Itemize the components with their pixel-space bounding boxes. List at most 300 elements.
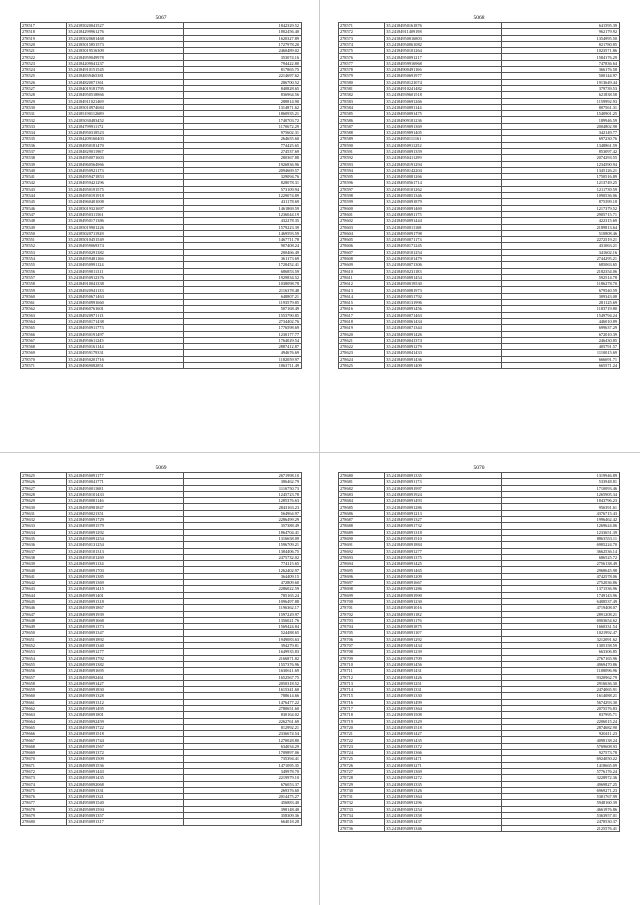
coordinate-cell: 35.24184950091722	[67, 724, 184, 730]
amount-cell: 1843796.23	[502, 498, 620, 504]
row-id-cell: 278668	[21, 743, 67, 749]
amount-cell: 1749143.96	[502, 592, 620, 598]
amount-cell: 2780651.60	[184, 705, 302, 711]
row-id-cell: 278711	[339, 668, 385, 674]
row-id-cell: 278543	[21, 186, 67, 192]
row-id-cell: 278699	[339, 592, 385, 598]
coordinate-cell: 35.24184950091709	[385, 655, 502, 661]
amount-cell: 1549794.24	[502, 312, 620, 318]
amount-cell: 500144.97	[502, 73, 620, 79]
coordinate-cell: 35.24184839465381	[67, 73, 184, 79]
amount-cell: 2891208.21	[502, 611, 620, 617]
coordinate-cell: 35.24184950691266	[385, 98, 502, 104]
amount-cell: 1183719.80	[502, 306, 620, 312]
row-id-cell: 278572	[339, 29, 385, 35]
coordinate-cell: 35.24184950011681	[67, 485, 184, 491]
row-id-cell: 278549	[21, 224, 67, 230]
amount-cell: 4742578.06	[502, 573, 620, 579]
amount-cell: 472809.60	[184, 580, 302, 586]
amount-cell: 507168.49	[184, 306, 302, 312]
row-id-cell: 278542	[21, 180, 67, 186]
amount-cell: 679540.59	[502, 287, 620, 293]
row-id-cell: 278548	[21, 218, 67, 224]
row-id-cell: 278713	[339, 680, 385, 686]
amount-cell: 4969827.25	[502, 781, 620, 787]
row-id-cell: 278647	[21, 611, 67, 617]
coordinate-cell: 35.24184950091454	[385, 274, 502, 280]
row-id-cell: 278561	[21, 300, 67, 306]
amount-cell: 189946.59	[502, 117, 620, 123]
amount-cell: 405791.57	[502, 344, 620, 350]
amount-cell: 686853.59	[184, 268, 302, 274]
amount-cell: 2752036.86	[502, 580, 620, 586]
amount-cell: 510808.46	[502, 230, 620, 236]
row-id-cell: 278550	[21, 230, 67, 236]
amount-cell: 1090536.06	[502, 193, 620, 199]
coordinate-cell: 35.24184950091359	[385, 148, 502, 154]
amount-cell: 2214697.62	[184, 73, 302, 79]
row-id-cell: 278682	[339, 485, 385, 491]
row-id-cell: 278634	[21, 529, 67, 535]
coordinate-cell: 35.24184950091251	[385, 680, 502, 686]
coordinate-cell: 35.24184950091329	[385, 718, 502, 724]
coordinate-cell: 35.24184950091272	[385, 775, 502, 781]
coordinate-cell: 35.24184950091431	[385, 668, 502, 674]
coordinate-cell: 35.24184950091434	[385, 643, 502, 649]
row-id-cell: 278622	[339, 344, 385, 350]
coordinate-cell: 35.24184950091435	[385, 737, 502, 743]
coordinate-cell: 35.24185015851573	[67, 41, 184, 47]
amount-cell: 533948.81	[502, 479, 620, 485]
row-id-cell: 278658	[21, 680, 67, 686]
coordinate-cell: 35.24184959421296	[67, 180, 184, 186]
row-id-cell: 278615	[339, 300, 385, 306]
coordinate-cell: 35.24184950041433	[385, 350, 502, 356]
row-id-cell: 278736	[339, 825, 385, 831]
coordinate-cell: 35.24184950091668	[67, 617, 184, 623]
table-row	[339, 825, 620, 831]
row-id-cell: 278619	[339, 325, 385, 331]
amount-cell: 920411.23	[502, 731, 620, 737]
coordinate-cell: 35.24184950071603	[67, 155, 184, 161]
coordinate-cell: 35.24184820071361	[67, 79, 184, 85]
row-id-cell: 278585	[339, 111, 385, 117]
amount-cell: 1229074.89	[184, 193, 302, 199]
coordinate-cell: 35.24184950091375	[385, 554, 502, 560]
row-id-cell: 278662	[21, 705, 67, 711]
amount-cell: 1727978.20	[184, 41, 302, 47]
coordinate-cell: 35.24184950091475	[385, 111, 502, 117]
row-id-cell: 278671	[21, 762, 67, 768]
amount-cell: 5674293.30	[502, 699, 620, 705]
amount-cell: 1269624.06	[502, 523, 620, 529]
coordinate-cell: 35.24184950091326	[385, 787, 502, 793]
amount-cell: 1913649.44	[502, 79, 620, 85]
amount-cell: 1236044.19	[184, 211, 302, 217]
row-id-cell: 278631	[21, 510, 67, 516]
row-id-cell: 278667	[21, 737, 67, 743]
coordinate-cell: 35.24184959091369	[385, 123, 502, 129]
amount-cell: 1233651.39	[502, 529, 620, 535]
amount-cell: 641595.39	[502, 23, 620, 29]
amount-cell: 6969271.23	[502, 787, 620, 793]
amount-cell: 280367.88	[184, 155, 302, 161]
coordinate-cell: 35.24184950092068	[67, 781, 184, 787]
coordinate-cell: 35.24184950091176	[385, 617, 502, 623]
row-id-cell: 278624	[339, 356, 385, 362]
coordinate-cell: 35.24184950101479	[385, 255, 502, 261]
row-id-cell: 278578	[339, 67, 385, 73]
amount-cell: 1265905.34	[502, 491, 620, 497]
row-id-cell: 278600	[339, 205, 385, 211]
coordinate-cell: 35.24184950091286	[385, 586, 502, 592]
row-id-cell: 278568	[21, 344, 67, 350]
row-id-cell: 278591	[339, 148, 385, 154]
amount-cell: 1710093.46	[502, 485, 620, 491]
amount-cell: 2843163.23	[184, 504, 302, 510]
row-id-cell: 278574	[339, 41, 385, 47]
row-id-cell: 278648	[21, 617, 67, 623]
row-id-cell: 278556	[21, 268, 67, 274]
row-id-cell: 278684	[339, 498, 385, 504]
coordinate-cell: 35.24184950091382	[67, 661, 184, 667]
amount-cell: 697230.76	[502, 136, 620, 142]
amount-cell: 699637.29	[502, 325, 620, 331]
coordinate-cell: 35.24184960761601	[67, 306, 184, 312]
coordinate-cell: 35.24184950091426	[385, 674, 502, 680]
row-id-cell: 278630	[21, 504, 67, 510]
coordinate-cell: 35.24184950091296	[385, 800, 502, 806]
amount-cell: 2286499.29	[184, 517, 302, 523]
row-id-cell: 278559	[21, 287, 67, 293]
coordinate-cell: 35.24184950041374	[385, 337, 502, 343]
coordinate-cell: 35.24184950071463	[385, 312, 502, 318]
amount-cell: 1596709.21	[184, 542, 302, 548]
horizontal-page-divider	[0, 452, 640, 453]
coordinate-cell: 35.24185020041527	[67, 23, 184, 29]
coordinate-cell: 35.24184950091997	[385, 485, 502, 491]
amount-cell: 5381767.99	[502, 794, 620, 800]
coordinate-cell: 35.24185030483452	[67, 117, 184, 123]
amount-cell: 735394.41	[184, 756, 302, 762]
row-id-cell: 278686	[339, 510, 385, 516]
amount-cell: 342149.77	[502, 130, 620, 136]
coordinate-cell: 35.24184950091107	[385, 630, 502, 636]
coordinate-cell: 35.24184950091209	[385, 573, 502, 579]
amount-cell: 1579223.39	[184, 224, 302, 230]
coordinate-cell: 35.24184950121074	[385, 79, 502, 85]
coordinate-cell: 35.24184950318523	[67, 130, 184, 136]
coordinate-cell: 35.24184950091401	[67, 592, 184, 598]
amount-cell: 686525.72	[502, 554, 620, 560]
amount-cell: 785165.24	[184, 592, 302, 598]
row-id-cell: 278712	[339, 674, 385, 680]
amount-cell: 2916636.30	[502, 680, 620, 686]
row-id-cell: 278710	[339, 661, 385, 667]
amount-cell: 494676.69	[184, 350, 302, 356]
coordinate-cell: 35.24184950142204	[385, 167, 502, 173]
row-id-cell: 278575	[339, 48, 385, 54]
row-id-cell: 278577	[339, 60, 385, 66]
amount-cell: 1316658.09	[184, 535, 302, 541]
coordinate-cell: 35.24184950231183	[385, 268, 502, 274]
row-id-cell: 278666	[21, 731, 67, 737]
amount-cell: 2125576.41	[502, 825, 620, 831]
row-id-cell: 278552	[21, 243, 67, 249]
amount-cell: 394279.81	[184, 643, 302, 649]
row-id-cell: 278544	[21, 193, 67, 199]
row-id-cell: 278553	[21, 249, 67, 255]
row-id-cell: 278608	[339, 255, 385, 261]
amount-cell: 2475732.02	[184, 554, 302, 560]
amount-cell: 2460489.02	[184, 48, 302, 54]
row-id-cell: 278627	[21, 485, 67, 491]
row-id-cell: 278621	[339, 337, 385, 343]
amount-cell: 962179.92	[502, 29, 620, 35]
coordinate-cell: 35.24184950091292	[385, 636, 502, 642]
amount-cell: 907408.24	[184, 243, 302, 249]
coordinate-cell: 35.24184950671463	[67, 293, 184, 299]
coordinate-cell: 35.24184950091279	[385, 344, 502, 350]
amount-cell: 817865.75	[184, 67, 302, 73]
amount-cell: 364409.15	[184, 573, 302, 579]
table-row	[21, 363, 302, 369]
row-id-cell: 278663	[21, 712, 67, 718]
amount-cell: 1557376.96	[184, 661, 302, 667]
coordinate-cell: 35.24184950081146	[67, 498, 184, 504]
row-id-cell: 278654	[21, 655, 67, 661]
amount-cell: 524488.65	[184, 630, 302, 636]
coordinate-cell: 35.24184950091364	[385, 705, 502, 711]
amount-cell: 1021992.47	[502, 630, 620, 636]
amount-cell: 1213749.25	[502, 180, 620, 186]
ledger-page	[20, 464, 302, 898]
coordinate-cell: 35.24184950091286	[385, 504, 502, 510]
row-id-cell: 278620	[339, 331, 385, 337]
row-id-cell: 278527	[21, 85, 67, 91]
coordinate-cell: 35.24184950091230	[385, 598, 502, 604]
amount-cell: 264655.60	[184, 136, 302, 142]
row-id-cell: 278545	[21, 199, 67, 205]
row-id-cell: 278705	[339, 630, 385, 636]
amount-cell: 1196362.17	[184, 605, 302, 611]
amount-cell: 281125.69	[502, 300, 620, 306]
amount-cell: 2272519.21	[502, 237, 620, 243]
amount-cell: 6985224.70	[502, 542, 620, 548]
row-id-cell: 278692	[339, 548, 385, 554]
row-id-cell: 278675	[21, 787, 67, 793]
amount-cell: 349978.70	[184, 768, 302, 774]
amount-cell: 592514.78	[502, 274, 620, 280]
row-id-cell: 278732	[339, 800, 385, 806]
coordinate-cell: 35.24184950091425	[385, 561, 502, 567]
coordinate-cell: 35.24184950091729	[67, 517, 184, 523]
row-id-cell: 278557	[21, 274, 67, 280]
coordinate-cell: 35.24184950091312	[67, 699, 184, 705]
amount-cell: 4969470.86	[502, 661, 620, 667]
amount-cell: 1740703.72	[184, 117, 302, 123]
coordinate-cell: 35.24184950091335	[385, 473, 502, 479]
row-id-cell: 278566	[21, 331, 67, 337]
row-id-cell: 278719	[339, 718, 385, 724]
coordinate-cell: 35.24184950091540	[67, 800, 184, 806]
coordinate-cell: 35.24184950091867	[67, 605, 184, 611]
amount-cell: 446010.89	[502, 318, 620, 324]
coordinate-cell: 35.24184950091443	[67, 768, 184, 774]
coordinate-cell: 35.24184950921173	[67, 167, 184, 173]
row-id-cell: 278605	[339, 237, 385, 243]
row-id-cell: 278540	[21, 167, 67, 173]
coordinate-cell: 35.24184950061082	[385, 41, 502, 47]
amount-cell: 1023571.86	[502, 48, 620, 54]
row-id-cell: 278640	[21, 567, 67, 573]
row-id-cell: 278697	[339, 580, 385, 586]
row-id-cell: 278596	[339, 180, 385, 186]
amount-cell: 1926836.96	[184, 161, 302, 167]
coordinate-cell: 35.24184910241482	[385, 85, 502, 91]
row-id-cell: 278721	[339, 731, 385, 737]
amount-cell: 1467711.78	[184, 237, 302, 243]
amount-cell: 685063.65	[502, 262, 620, 268]
amount-cell: 1709897.06	[184, 750, 302, 756]
row-id-cell: 278562	[21, 306, 67, 312]
coordinate-cell: 35.24184950091436	[385, 356, 502, 362]
coordinate-cell: 35.24184950091879	[385, 199, 502, 205]
row-id-cell: 278586	[339, 117, 385, 123]
data-table	[338, 472, 620, 832]
coordinate-cell: 35.24184950111161	[385, 136, 502, 142]
amount-cell: 1262402.97	[184, 567, 302, 573]
coordinate-cell: 35.24184950091318	[67, 598, 184, 604]
amount-cell: 1356021.76	[184, 617, 302, 623]
coordinate-cell: 35.24184950101313	[67, 548, 184, 554]
coordinate-cell: 35.24185020711928	[67, 230, 184, 236]
amount-cell: 837995.71	[502, 712, 620, 718]
amount-cell: 1170672.29	[184, 123, 302, 129]
row-id-cell: 278683	[339, 491, 385, 497]
coordinate-cell: 35.24184950091456	[385, 661, 502, 667]
coordinate-cell: 35.24184950091373	[67, 624, 184, 630]
coordinate-cell: 35.24184950081973	[385, 287, 502, 293]
coordinate-cell: 35.24184950091801	[67, 712, 184, 718]
amount-cell: 1348861.59	[502, 142, 620, 148]
coordinate-cell: 35.24184960401008	[67, 199, 184, 205]
coordinate-cell: 35.24184950091317	[67, 819, 184, 825]
row-id-cell: 278526	[21, 79, 67, 85]
row-id-cell: 278679	[21, 813, 67, 819]
amount-cell: 788614.66	[184, 693, 302, 699]
row-id-cell: 278616	[339, 306, 385, 312]
amount-cell: 1776598.69	[184, 325, 302, 331]
row-id-cell: 278532	[21, 117, 67, 123]
coordinate-cell: 35.24184950311561	[67, 211, 184, 217]
row-id-cell: 278535	[21, 136, 67, 142]
data-table	[20, 472, 302, 826]
row-id-cell: 278602	[339, 218, 385, 224]
coordinate-cell: 35.24184950091254	[385, 806, 502, 812]
amount-cell: 6408537.49	[502, 598, 620, 604]
coordinate-cell: 35.24184950091318	[385, 529, 502, 535]
amount-cell: 398148.40	[184, 806, 302, 812]
amount-cell: 812992.21	[184, 724, 302, 730]
coordinate-cell: 35.24184950091358	[385, 813, 502, 819]
amount-cell: 2219979.10	[184, 775, 302, 781]
row-id-cell: 278613	[339, 287, 385, 293]
coordinate-cell: 35.24184960564966	[67, 161, 184, 167]
row-id-cell: 278588	[339, 130, 385, 136]
coordinate-cell: 35.24184950091372	[67, 750, 184, 756]
coordinate-cell: 35.24184959471853	[67, 174, 184, 180]
coordinate-cell: 35.24184950091435	[67, 775, 184, 781]
amount-cell: 853097.42	[502, 148, 620, 154]
row-id-cell: 278592	[339, 155, 385, 161]
coordinate-cell: 35.24184950091732	[385, 523, 502, 529]
row-id-cell: 278691	[339, 542, 385, 548]
amount-cell: 927573.78	[502, 750, 620, 756]
row-id-cell: 278688	[339, 523, 385, 529]
amount-cell: 2004802.98	[502, 123, 620, 129]
amount-cell: 1186278.70	[502, 281, 620, 287]
amount-cell: 5948160.39	[502, 800, 620, 806]
amount-cell: 2094669.57	[184, 167, 302, 173]
amount-cell: 1305158.59	[502, 643, 620, 649]
amount-cell: 2262761.69	[184, 718, 302, 724]
amount-cell: 2767165.96	[502, 655, 620, 661]
data-table	[338, 22, 620, 369]
row-id-cell: 278700	[339, 598, 385, 604]
coordinate-cell: 35.24185010451549	[67, 237, 184, 243]
row-id-cell: 278695	[339, 567, 385, 573]
row-id-cell: 278690	[339, 535, 385, 541]
coordinate-cell: 35.24184950091892	[67, 636, 184, 642]
amount-cell: 5769608.93	[502, 743, 620, 749]
row-id-cell: 278718	[339, 712, 385, 718]
coordinate-cell: 35.24184950091456	[385, 306, 502, 312]
coordinate-cell: 35.24184950101254	[385, 249, 502, 255]
coordinate-cell: 35.24184950051346	[385, 193, 502, 199]
row-id-cell: 278714	[339, 687, 385, 693]
amount-cell: 1864704.41	[184, 529, 302, 535]
coordinate-cell: 35.24184950091340	[67, 643, 184, 649]
coordinate-cell: 35.24184209041237	[67, 60, 184, 66]
row-id-cell: 278696	[339, 573, 385, 579]
row-id-cell: 278701	[339, 605, 385, 611]
coordinate-cell: 35.24184950091567	[67, 743, 184, 749]
amount-cell: 564964.97	[184, 510, 302, 516]
row-id-cell: 278635	[21, 535, 67, 541]
coordinate-cell: 35.24184950016803	[385, 35, 502, 41]
row-id-cell: 278655	[21, 661, 67, 667]
row-id-cell: 278610	[339, 268, 385, 274]
row-id-cell: 278583	[339, 98, 385, 104]
amount-cell: 1345126.21	[502, 167, 620, 173]
coordinate-cell: 35.24184950091346	[385, 825, 502, 831]
coordinate-cell: 35.24184950091594	[67, 806, 184, 812]
amount-cell: 1842329.52	[184, 23, 302, 29]
coordinate-cell: 35.24184950091134	[67, 561, 184, 567]
amount-cell: 821780.85	[502, 41, 620, 47]
coordinate-cell: 35.24184950911773	[67, 325, 184, 331]
amount-cell: 828078.31	[184, 180, 302, 186]
amount-cell: 9320962.79	[502, 674, 620, 680]
row-id-cell: 278520	[21, 41, 67, 47]
coordinate-cell: 35.24184950091369	[385, 768, 502, 774]
row-id-cell: 278581	[339, 85, 385, 91]
coordinate-cell: 35.24184950081266	[385, 174, 502, 180]
coordinate-cell: 35.24184950291382	[67, 249, 184, 255]
amount-cell: 1652567.75	[184, 674, 302, 680]
row-id-cell: 278702	[339, 611, 385, 617]
